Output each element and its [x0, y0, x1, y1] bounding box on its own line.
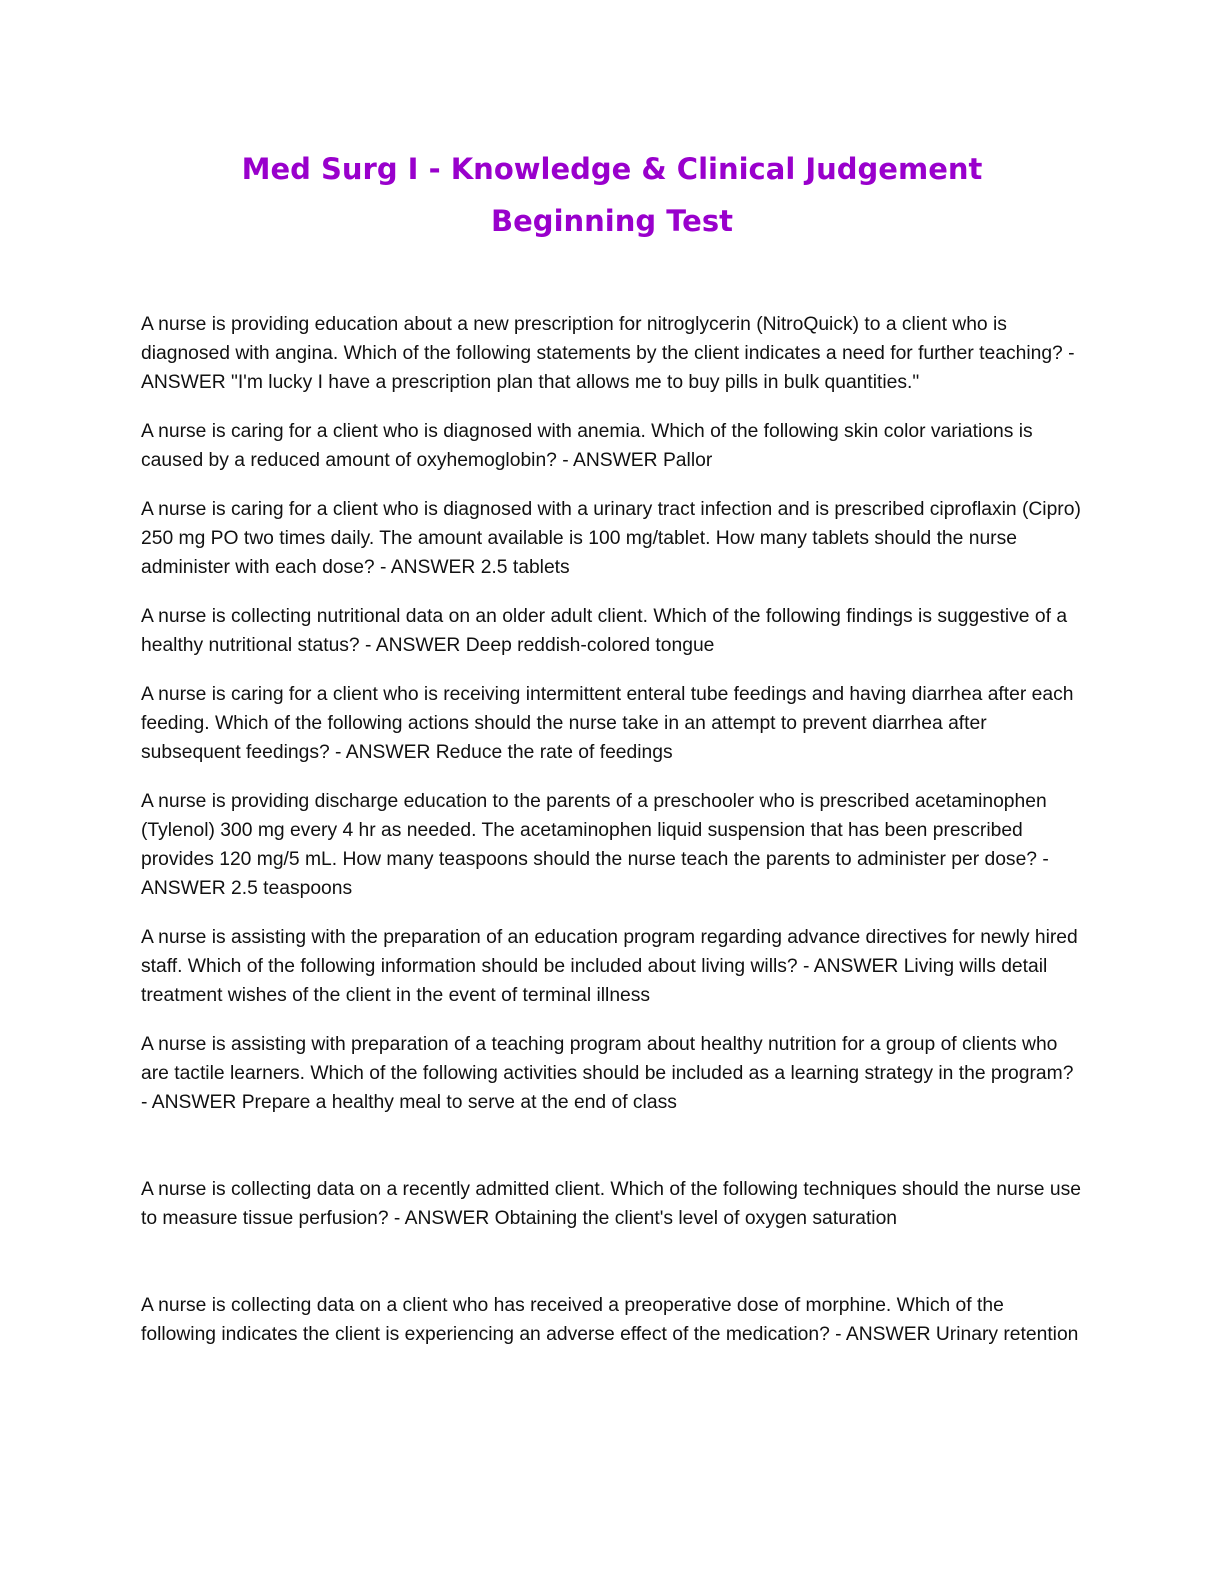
qa-item-10: A nurse is collecting data on a client who has received a preoperative dose of morphine. Which of the following indicates the client is experiencing an adverse effect of the medication? - ANSWER Urinary retention: [141, 1295, 1079, 1345]
qa-item-3: A nurse is caring for a client who is diagnosed with a urinary tract infection and is prescribed ciproflaxin (Cipro) 250 mg PO two times daily. The amount available is 100 mg/tablet. How many tablets should the nurse administer with each dose? - ANSWER 2.5 tablets: [141, 499, 1081, 578]
qa-item-2: A nurse is caring for a client who is diagnosed with anemia. Which of the following skin color variations is caused by a reduced amount of oxyhemoglobin? - ANSWER Pallor: [141, 421, 1033, 471]
qa-item-5: A nurse is caring for a client who is receiving intermittent enteral tube feedings and having diarrhea after each feeding. Which of the following actions should the nurse take in an attempt to prevent diarrhea after subsequent feedings? - ANSWER Reduce the rate of feedings: [141, 684, 1074, 763]
qa-item-8: A nurse is assisting with preparation of a teaching program about healthy nutrition for a group of clients who are tactile learners. Which of the following activities should be included as a learning strategy in the program? - ANSWER Prepare a healthy meal to serve at the end of class: [141, 1034, 1074, 1113]
document-title: [0, 143, 1224, 247]
qa-item-4: A nurse is collecting nutritional data on an older adult client. Which of the following findings is suggestive of a healthy nutritional status? - ANSWER Deep reddish-colored tongue: [141, 606, 1068, 656]
qa-item-9: A nurse is collecting data on a recently admitted client. Which of the following techniques should the nurse use to measure tissue perfusion? - ANSWER Obtaining the client's level of oxygen saturation: [141, 1179, 1081, 1229]
title-line-1: Med Surg I - Knowledge & Clinical Judgement: [241, 152, 983, 186]
question-answer-list: [141, 310, 1081, 1369]
title-line-2: Beginning Test: [491, 204, 733, 238]
qa-item-7: A nurse is assisting with the preparation of an education program regarding advance directives for newly hired staff. Which of the following information should be included about living wills? - ANSWER Living wills detail treatment wishes of the client in the event of terminal illness: [141, 927, 1078, 1006]
qa-item-1: A nurse is providing education about a new prescription for nitroglycerin (NitroQuick) to a client who is diagnosed with angina. Which of the following statements by the client indicates a need for further teaching? - ANSWER "I'm lucky I have a prescription plan that allows me to buy pills in bulk quantities.": [141, 314, 1075, 393]
qa-item-6: A nurse is providing discharge education to the parents of a preschooler who is prescribed acetaminophen (Tylenol) 300 mg every 4 hr as needed. The acetaminophen liquid suspension that has been prescribed provides 120 mg/5 mL. How many teaspoons should the nurse teach the parents to administer per dose? - ANSWER 2.5 teaspoons: [141, 791, 1049, 899]
